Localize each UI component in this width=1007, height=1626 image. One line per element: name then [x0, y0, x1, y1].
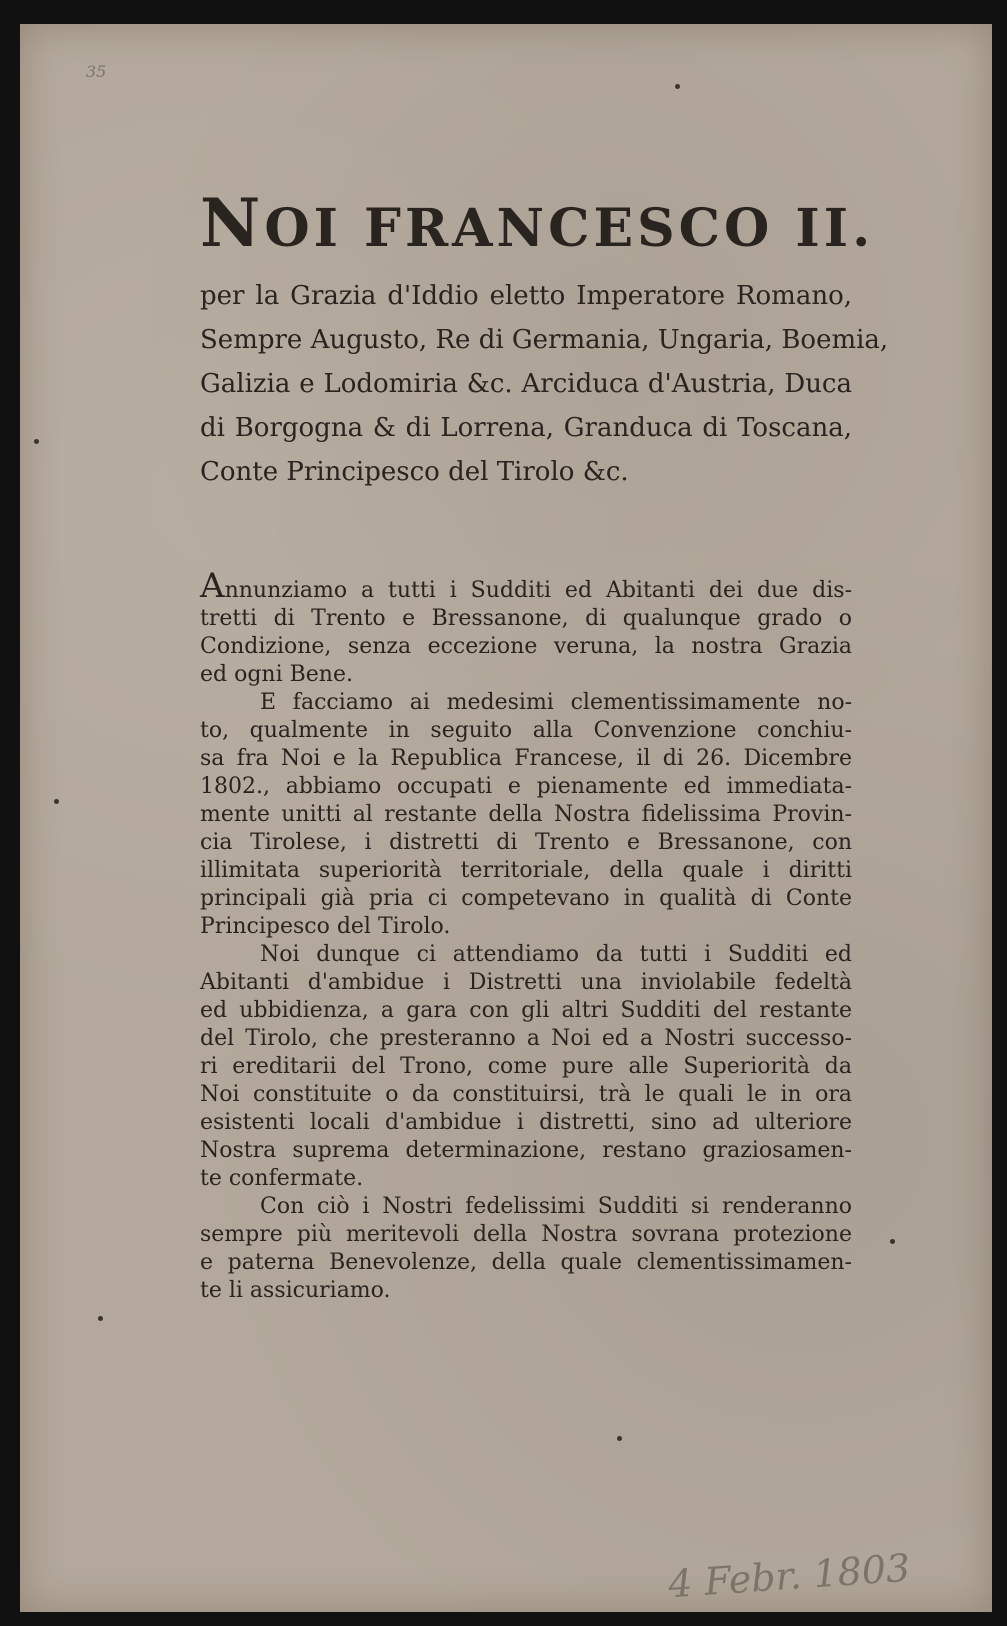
- body-line: to, qualmente in seguito alla Convenzione conchiu-: [200, 718, 852, 743]
- paper-speck: [34, 439, 39, 444]
- body-line: 1802., abbiamo occupati e pienamente ed immediata-: [200, 774, 852, 799]
- body-line: te li assicuriamo.: [200, 1278, 391, 1303]
- archive-number: 35: [86, 62, 107, 81]
- title-initial: N: [200, 184, 265, 262]
- body-line: Con ciò i Nostri fedelissimi Sudditi si renderanno: [260, 1194, 852, 1219]
- body-line: ed ubbidienza, a gara con gli altri Sudditi del restante: [200, 998, 852, 1023]
- body-line: te confermate.: [200, 1166, 364, 1191]
- body-line: e paterna Benevolenze, della quale clementissimamen-: [200, 1250, 852, 1275]
- body-line: Condizione, senza eccezione veruna, la nostra Grazia: [200, 634, 852, 659]
- body-line: [200, 566, 852, 606]
- body-line: mente unitti al restante della Nostra fidelissima Provin-: [200, 802, 852, 827]
- title-heading: [200, 274, 889, 494]
- paper-speck: [54, 799, 59, 804]
- body-line: E facciamo ai medesimi clementissimamente no-: [260, 690, 852, 715]
- decree-body: [200, 566, 852, 1305]
- decree-title: [200, 184, 875, 262]
- body-line: ed ogni Bene.: [200, 662, 353, 687]
- body-line: principali già pria ci competevano in qualità di Conte: [200, 886, 852, 911]
- paper-speck: [617, 1436, 622, 1441]
- body-line: Noi constituite o da constituirsi, trà le quali le in ora: [200, 1082, 852, 1107]
- paper-speck: [890, 1239, 895, 1244]
- body-line: del Tirolo, che presteranno a Noi ed a Nostri successo-: [200, 1026, 852, 1051]
- paper-speck: [98, 1316, 103, 1321]
- title-rest: OI FRANCESCO II.: [264, 198, 875, 259]
- body-line: Noi dunque ci attendiamo da tutti i Sudditi ed: [260, 942, 852, 967]
- body-line: Nostra suprema determinazione, restano graziosamen-: [200, 1138, 852, 1163]
- body-line: Abitanti d'ambidue i Distretti una inviolabile fedeltà: [200, 970, 852, 995]
- body-line: tretti di Trento e Bressanone, di qualunque grado o: [200, 606, 852, 631]
- paper-speck: [675, 84, 680, 89]
- heading-line: Conte Principesco del Tirolo &c.: [200, 457, 629, 487]
- body-line: illimitata superiorità territoriale, della quale i diritti: [200, 858, 852, 883]
- heading-line: Sempre Augusto, Re di Germania, Ungaria, Boemia,: [200, 325, 889, 355]
- heading-line: di Borgogna & di Lorrena, Granduca di Toscana,: [200, 413, 852, 443]
- heading-line: Galizia e Lodomiria &c. Arciduca d'Austria, Duca: [200, 369, 852, 399]
- body-line: esistenti locali d'ambidue i distretti, sino ad ulteriore: [200, 1110, 852, 1135]
- document-sheet: [20, 24, 992, 1612]
- body-line: sa fra Noi e la Republica Francese, il di 26. Dicembre: [200, 746, 852, 771]
- body-line: cia Tirolese, i distretti di Trento e Bressanone, con: [200, 830, 852, 855]
- body-line-text: nnunziamo a tutti i Sudditi ed Abitanti dei due dis-: [224, 578, 852, 603]
- body-line: Principesco del Tirolo.: [200, 914, 451, 939]
- handwritten-date: 4 Febr. 1803: [666, 1545, 912, 1607]
- heading-line: per la Grazia d'Iddio eletto Imperatore Romano,: [200, 281, 852, 311]
- body-line: ri ereditarii del Trono, come pure alle Superiorità da: [200, 1054, 852, 1079]
- body-initial: A: [200, 566, 225, 606]
- body-line: sempre più meritevoli della Nostra sovrana protezione: [200, 1222, 852, 1247]
